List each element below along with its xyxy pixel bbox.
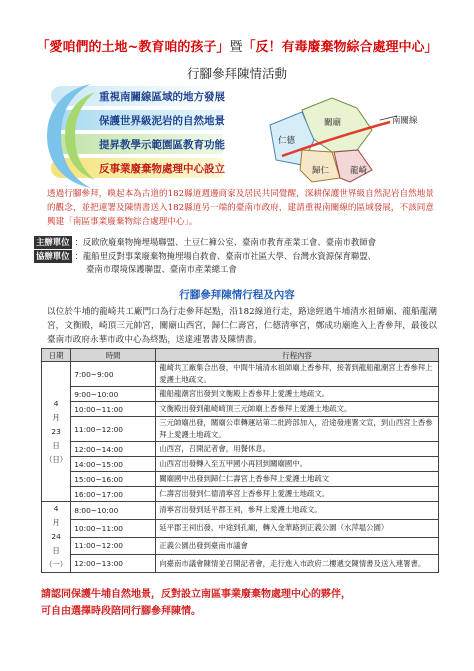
- table-row: [42, 537, 439, 555]
- table-row: [42, 472, 439, 487]
- content-cell: 延平郡王祠出發，中途到孔廟，轉入金華路到正義公園（水萍塭公園）: [156, 519, 439, 537]
- section-title: 行腳參拜陳情行程及內容: [179, 289, 295, 301]
- time-cell: 9:00~10:00: [71, 387, 156, 402]
- time-cell: 12:00~13:00: [71, 555, 156, 573]
- title-join: 暨: [229, 40, 243, 55]
- map-label-rende: 仁德: [278, 136, 296, 146]
- page-subtitle: 行腳參拜陳情活動: [186, 66, 287, 81]
- day-cell: 4 月 24 日 （一）: [42, 502, 71, 573]
- time-cell: 14:00~15:00: [71, 457, 156, 472]
- content-cell: 山西宮出發轉入至五甲國小再回到關廟國中。: [156, 457, 439, 472]
- content-cell: 清寧宮出發到延平郡王祠，參拜上愛護土地疏文。: [156, 502, 439, 520]
- time-cell: 7:00~9:00: [71, 362, 156, 387]
- header-time: 時間: [71, 349, 156, 362]
- time-cell: 12:00~14:00: [71, 442, 156, 457]
- time-cell: 16:00~17:00: [71, 487, 156, 502]
- table-row: [42, 502, 439, 520]
- map-label-longqi: 龍崎: [350, 166, 368, 176]
- table-row: [42, 387, 439, 402]
- banner-item: 保護世界級泥岩的自然地景: [51, 110, 223, 130]
- page-title: [0, 36, 474, 55]
- table-row: [42, 362, 439, 387]
- schedule-header-row: [42, 349, 439, 362]
- content-cell: 三元帥廟出發，關廟公車轉運站第二批跨部加入，沿途發連署文宣，到山西宮上香參拜上愛護土地疏文。: [156, 417, 439, 442]
- banner-item: 重視南關線區域的地方發展: [51, 86, 223, 106]
- time-cell: 11:00~12:00: [71, 417, 156, 442]
- goals-banner: [51, 86, 223, 186]
- host-organizers: [34, 236, 444, 249]
- content-cell: 向臺南市議會陳情並召開記者會，走行進入市政府二樓遞交陳情書及送入連署書。: [156, 555, 439, 573]
- table-row: [42, 487, 439, 502]
- host-label: 主辦單位: [36, 237, 70, 247]
- time-cell: 8:00~10:00: [71, 502, 156, 520]
- region-map: [262, 90, 427, 185]
- content-cell: 關廟國中出發到歸仁仁壽宮上香參拜上愛護土地疏文: [156, 472, 439, 487]
- call-to-action: [41, 586, 441, 620]
- co-organizers: [34, 250, 444, 263]
- co-text: ：龍船里反對事業廢棄物掩埋場自救會、臺南市社區大學、台灣水資源保育聯盟、: [74, 251, 376, 261]
- intro-paragraph: 透過行腳參拜，喚起本為古道的182縣道週邊商家及居民共同覺醒，深耕保護世界級自然泥岩自然地景的觀念，並把連署及陳情書送入182縣道另一端的臺南市政府，建請重視南關線的區域發展，不該同意興建「南區事業廢棄物綜合處理中心」。: [47, 189, 434, 227]
- co-organizers-cont: 臺南市環境保護聯盟、臺南市產業總工會: [86, 264, 237, 274]
- banner-item: 提昇教學示範園區教育功能: [51, 134, 223, 154]
- banner-item: 反事業廢棄物處理中心設立: [51, 158, 223, 178]
- cta-line: 請認同保護牛埔自然地景，反對設立南區事業廢棄物處理中心的夥伴，: [41, 589, 351, 600]
- swoosh-graphic: [41, 82, 97, 190]
- table-row: [42, 417, 439, 442]
- table-row: [42, 442, 439, 457]
- time-cell: 10:00~11:00: [71, 402, 156, 417]
- table-row: [42, 519, 439, 537]
- content-cell: 仁壽宮出發到仁德清寧宮上香參拜上愛護土地疏文。: [156, 487, 439, 502]
- content-cell: 龍崎共工廠集合出發，中間牛埔清水祖師廟上香參拜，接著到龍船龍潮宮上香參拜上愛護土地疏文。: [156, 362, 439, 387]
- cta-line: 可自由選擇時段陪同行腳參拜陳情。: [41, 606, 201, 617]
- time-cell: 15:00~16:00: [71, 472, 156, 487]
- header-date: 日期: [42, 349, 71, 362]
- route-paragraph: 以位於牛埔的龍崎共工廠門口為行走參拜起點，沿182線道行走，路途經過牛埔清水祖師廟、龍船龍潮宮，文衡殿，崎頂三元帥宮，關廟山西宮，歸仁仁壽宮，仁德清寧宮，鄭成功廟進入上香參拜，最後以臺南市政府永華市政中心為終點，送達連署書及陳情書。: [47, 307, 437, 345]
- time-cell: 11:00~12:00: [71, 537, 156, 555]
- content-cell: 龍船龍潮宮出發到文衡殿上香參拜上愛護土地疏文。: [156, 387, 439, 402]
- title-part2: 「反！有毒廢棄物綜合處理中心」: [242, 40, 438, 55]
- schedule-table: [41, 348, 439, 573]
- time-cell: 10:00~11:00: [71, 519, 156, 537]
- day-cell: 4 月 23 日 （日）: [42, 362, 71, 502]
- content-cell: 山西宮，召開記者會，用餐休息。: [156, 442, 439, 457]
- map-label-guanmiao: 關廟: [324, 118, 342, 128]
- title-part1: 「愛咱們的土地~教育咱的孩子」: [36, 40, 230, 55]
- header-content: 行程內容: [156, 349, 439, 362]
- table-row: [42, 402, 439, 417]
- table-row: [42, 555, 439, 573]
- co-label: 協辦單位: [36, 251, 70, 261]
- host-text: ：反欧欣廢棄物掩埋場聯盟、土豆仁褲公室、臺南市教育產業工會、臺南市教師會: [74, 237, 376, 247]
- content-cell: 正義公園出發到臺南市議會: [156, 537, 439, 555]
- map-label-guiren: 歸仁: [312, 166, 330, 176]
- table-row: [42, 457, 439, 472]
- content-cell: 文衡殿出發到龍崎崎頂三元帥廟上香參拜上愛護土地疏文。: [156, 402, 439, 417]
- map-label-route: 南關線: [392, 116, 418, 126]
